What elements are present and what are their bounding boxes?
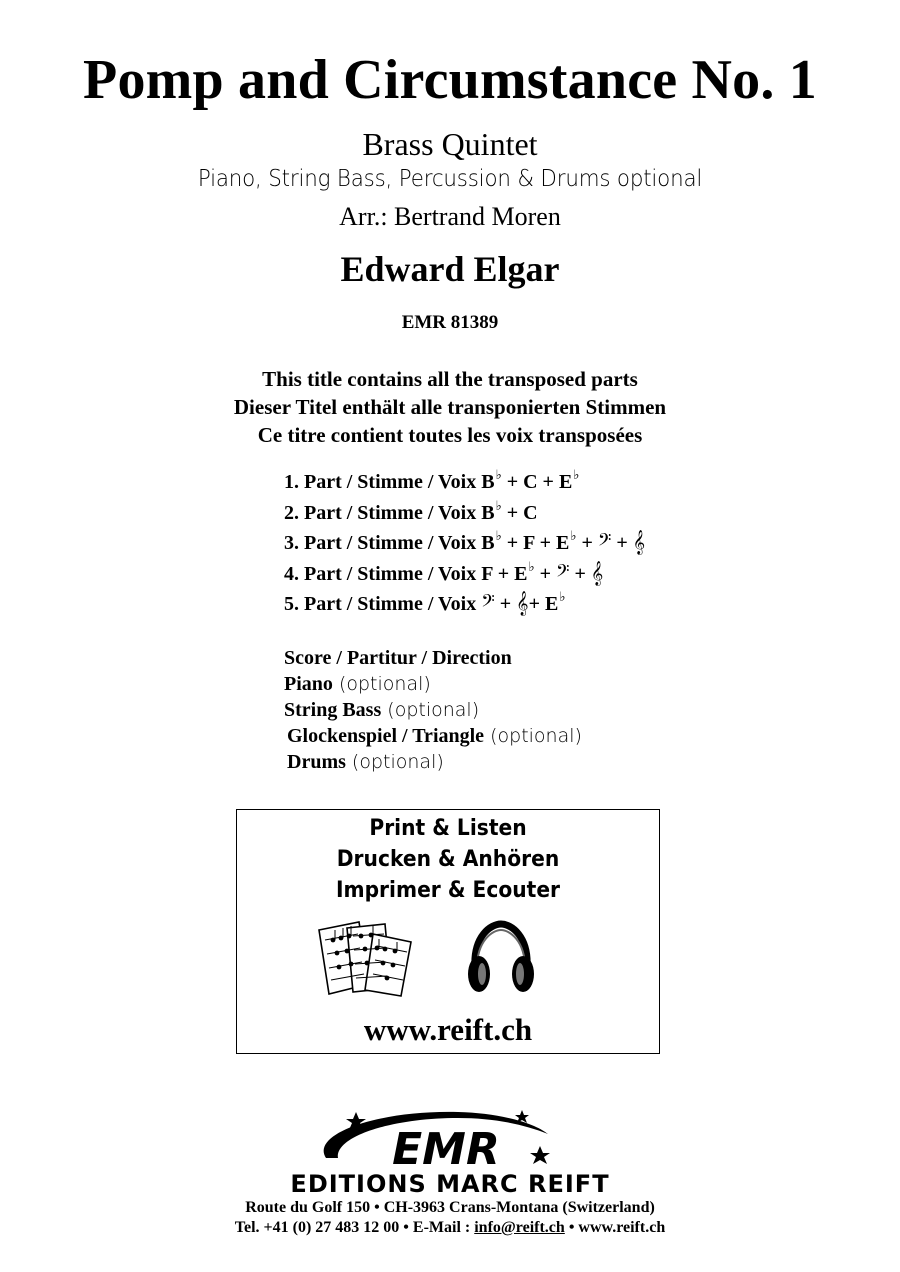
catalog-number: EMR 81389 xyxy=(401,312,499,333)
part-5: 5. Part / Stimme / Voix 𝄢 + 𝄞+ E♭ xyxy=(284,589,566,615)
extras-list xyxy=(284,647,582,777)
part-4: 4. Part / Stimme / Voix F + E♭ + 𝄢 + 𝄞 xyxy=(284,558,604,585)
flat-sign: ♭ xyxy=(573,467,580,482)
part-3: 3. Part / Stimme / Voix B♭ + F + E♭ + 𝄢 + 𝄞 xyxy=(284,528,646,554)
promo-line-french: Imprimer & Ecouter xyxy=(335,878,561,903)
part-2: 2. Part / Stimme / Voix B♭ + C xyxy=(284,497,538,524)
flat-sign: ♭ xyxy=(528,558,535,574)
bass-clef-icon: 𝄢 xyxy=(597,530,612,554)
composer: Edward Elgar xyxy=(340,249,560,289)
extra-piano: Piano (optional) xyxy=(284,673,431,695)
subtitle: Brass Quintet xyxy=(362,126,538,162)
flat-sign: ♭ xyxy=(495,497,502,513)
treble-clef-icon: 𝄞 xyxy=(590,560,604,585)
note-english: This title contains all the transposed parts xyxy=(262,367,638,391)
treble-clef-icon: 𝄞 xyxy=(516,591,529,615)
sheet-music-icon xyxy=(311,918,421,998)
part-1: 1. Part / Stimme / Voix B♭ + C + E♭ xyxy=(284,467,580,493)
note-german: Dieser Titel enthält alle transponierten Stimmen xyxy=(233,395,667,419)
email-link[interactable]: info@reift.ch xyxy=(474,1219,565,1236)
bass-clef-icon: 𝄢 xyxy=(481,591,495,615)
flat-sign: ♭ xyxy=(570,528,577,543)
extra-score: Score / Partitur / Direction xyxy=(284,647,512,669)
note-french: Ce titre contient toutes les voix transposées xyxy=(257,423,643,447)
page-title: Pomp and Circumstance No. 1 xyxy=(83,49,817,111)
bass-clef-icon: 𝄢 xyxy=(555,560,570,585)
flat-sign: ♭ xyxy=(495,467,502,482)
extra-string-bass: String Bass (optional) xyxy=(284,699,480,721)
promo-line-german: Drucken & Anhören xyxy=(336,847,560,872)
instrumentation: Piano, String Bass, Percussion & Drums optional xyxy=(197,166,703,192)
publisher-contact: Tel. +41 (0) 27 483 12 00 • E-Mail : info@reift.ch • www.reift.ch xyxy=(234,1219,666,1236)
treble-clef-icon: 𝄞 xyxy=(632,530,646,554)
logo-text: EMR xyxy=(392,1124,500,1175)
flat-sign: ♭ xyxy=(495,528,502,543)
publisher-name: EDITIONS MARC REIFT xyxy=(290,1170,610,1198)
promo-line-english: Print & Listen xyxy=(369,816,527,841)
publisher-address: Route du Golf 150 • CH-3963 Crans-Montana (Switzerland) xyxy=(245,1199,655,1216)
arranger: Arr.: Bertrand Moren xyxy=(339,202,561,231)
extra-drums: Drums (optional) xyxy=(287,751,444,773)
headphones-icon xyxy=(465,918,537,998)
print-listen-box xyxy=(236,809,660,1054)
website-url[interactable]: www.reift.ch xyxy=(363,1012,533,1047)
flat-sign: ♭ xyxy=(559,589,566,604)
parts-list xyxy=(284,467,645,620)
extra-glockenspiel: Glockenspiel / Triangle (optional) xyxy=(287,725,582,747)
emr-logo xyxy=(308,1106,568,1176)
